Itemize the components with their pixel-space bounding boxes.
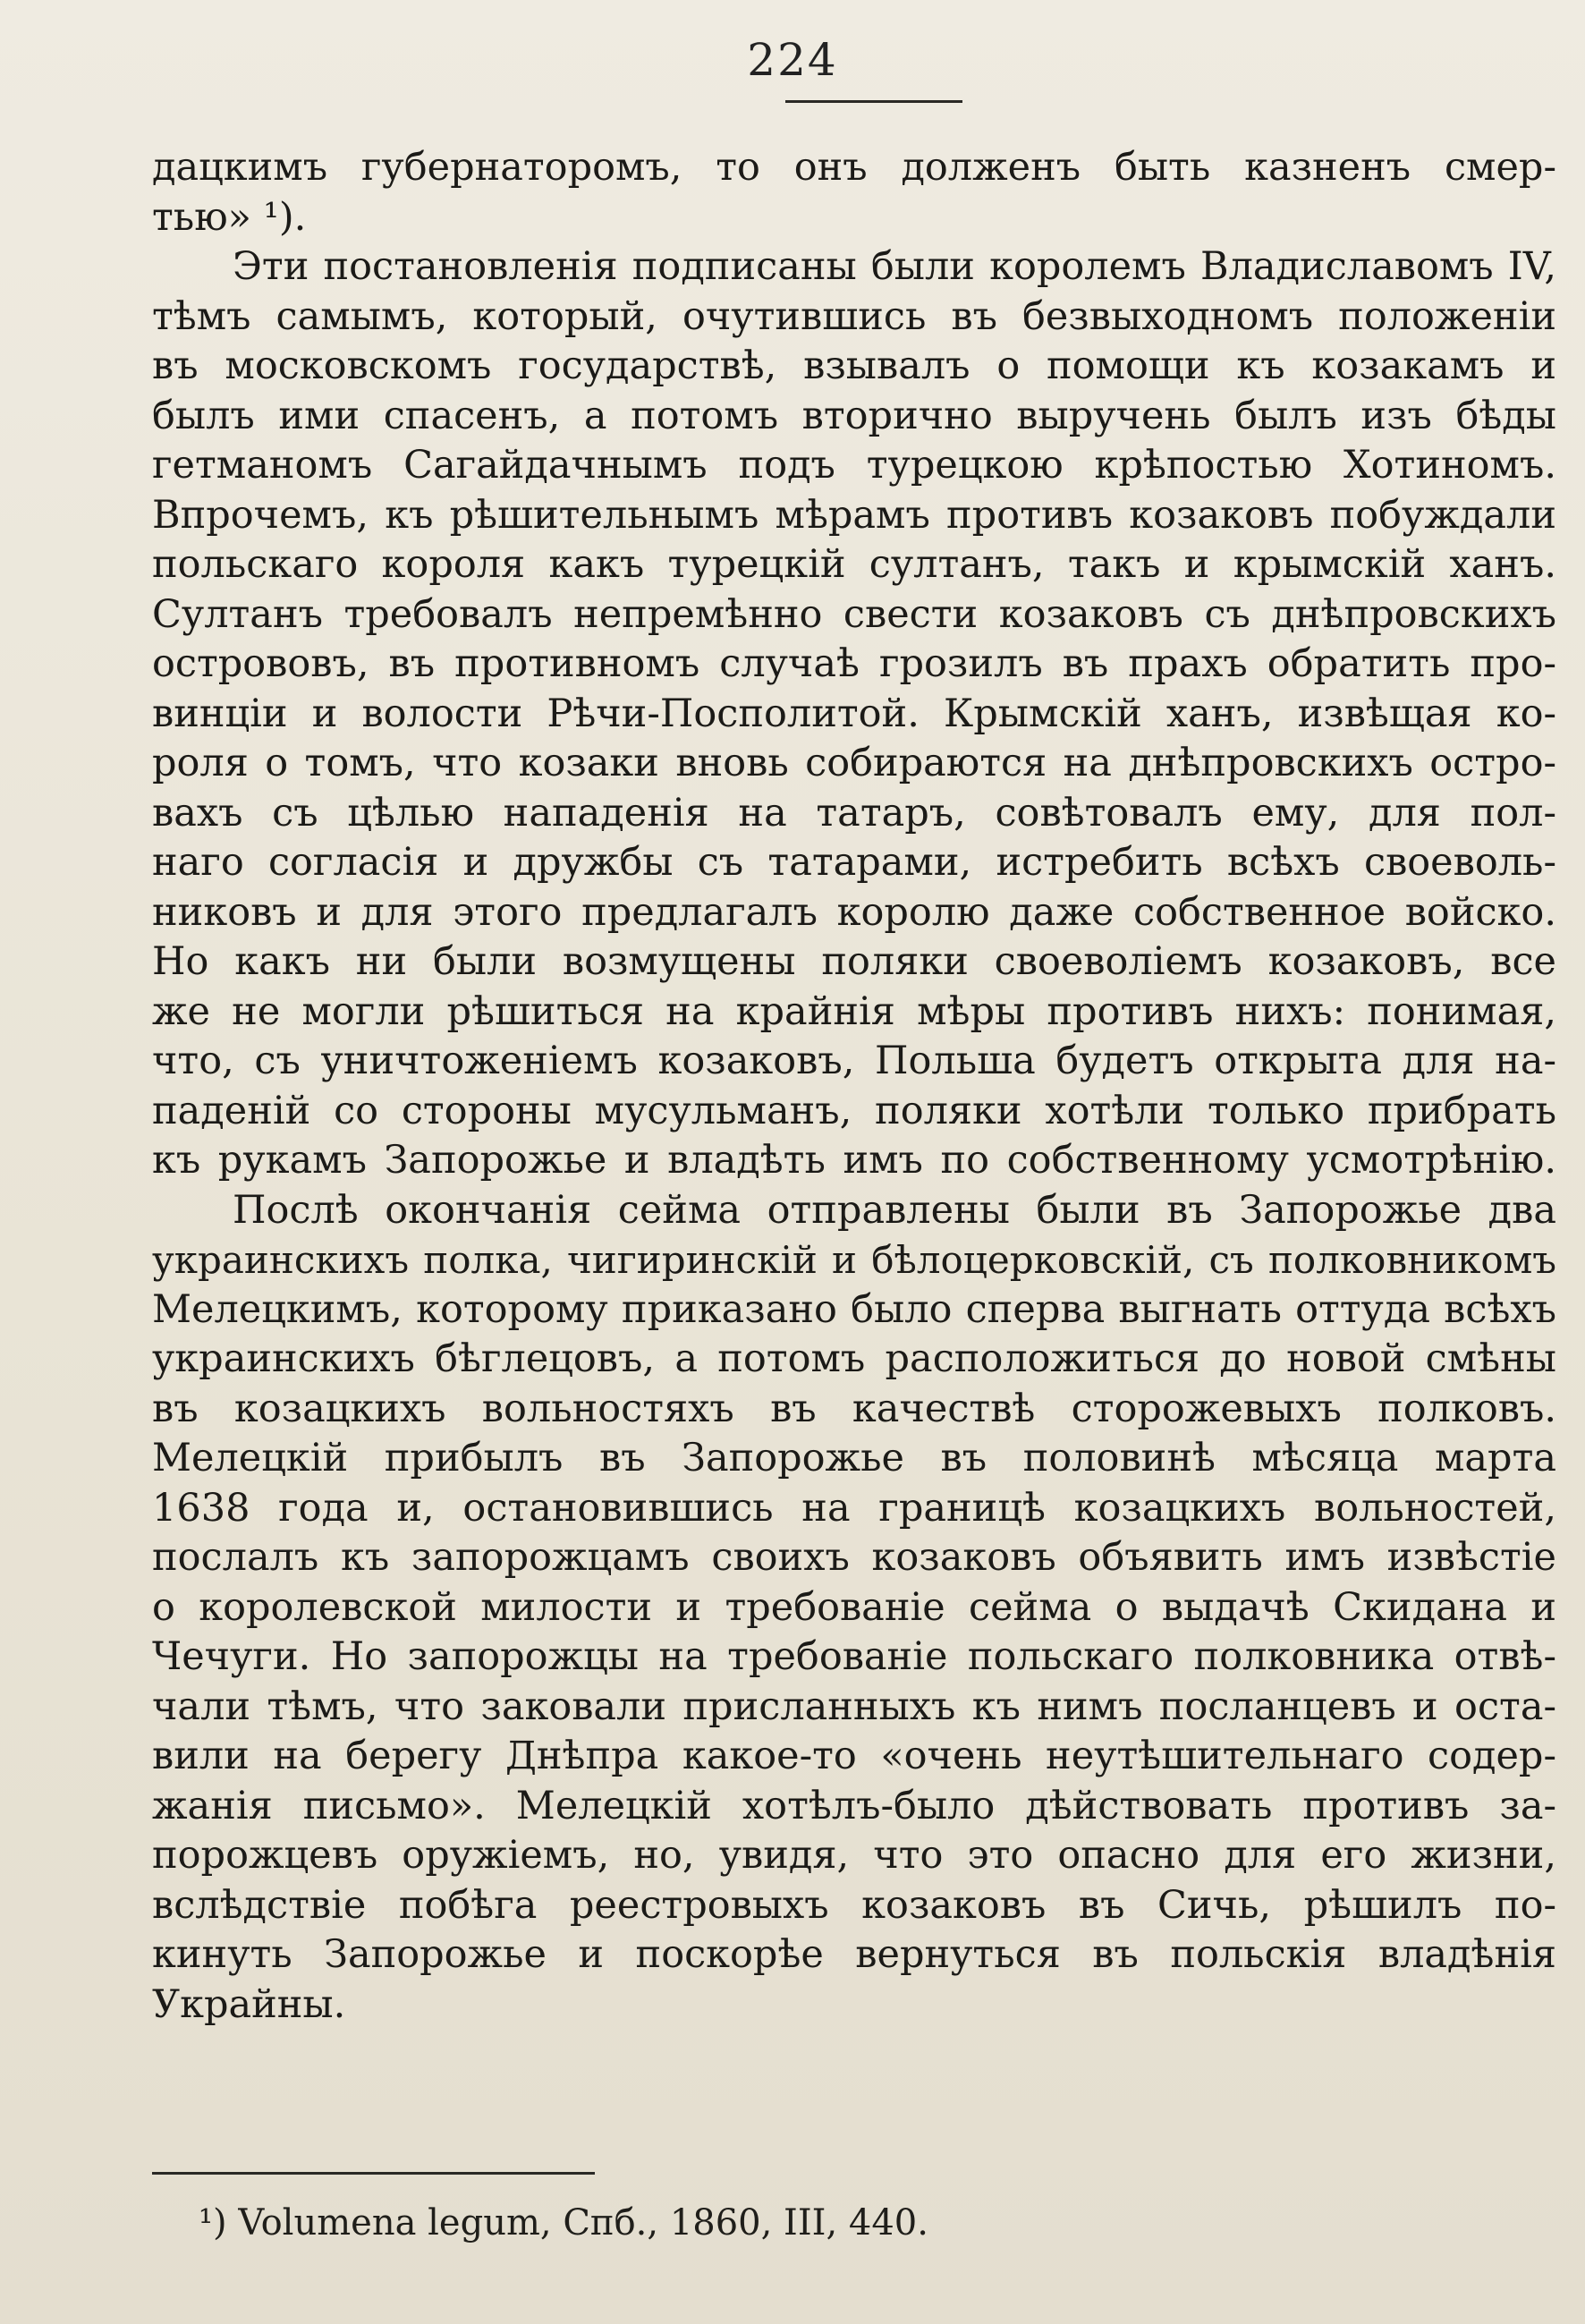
text-line: вили на берегу Днѣпра какое-то «очень неутѣшительнаго содер- bbox=[152, 1734, 1556, 1778]
text-line: Но какъ ни были возмущены поляки своеволіемъ козаковъ, все bbox=[152, 939, 1556, 984]
text-line: украинскихъ бѣглецовъ, а потомъ расположиться до новой смѣны bbox=[152, 1336, 1556, 1381]
text-line: жанія письмо». Мелецкій хотѣлъ-было дѣйствовать противъ за- bbox=[152, 1783, 1556, 1828]
text-line: роля о томъ, что козаки вновь собираются на днѣпровскихъ остро- bbox=[152, 741, 1556, 785]
text-line: къ рукамъ Запорожье и владѣть имъ по собственному усмотрѣнію. bbox=[152, 1138, 1556, 1183]
text-line: въ московскомъ государствѣ, взывалъ о помощи къ козакамъ и bbox=[152, 344, 1556, 388]
text-line: 1638 года и, остановившись на границѣ козацкихъ вольностей, bbox=[152, 1485, 1556, 1531]
footnote bbox=[199, 2202, 928, 2243]
text-line: наго согласія и дружбы съ татарами, истребить всѣхъ своеволь- bbox=[152, 840, 1556, 885]
text-line: Мелецкій прибылъ въ Запорожье въ половинѣ мѣсяца марта bbox=[152, 1436, 1556, 1480]
text-line: о королевской милости и требованіе сейма о выдачѣ Скидана и bbox=[152, 1584, 1556, 1630]
header-rule bbox=[785, 100, 962, 103]
text-line: дацкимъ губернаторомъ, то онъ долженъ быть казненъ смер- bbox=[152, 145, 1556, 190]
text-line: Мелецкимъ, которому приказано было сперва выгнать оттуда всѣхъ bbox=[152, 1286, 1556, 1332]
text-line: Султанъ требовалъ непремѣнно свести козаковъ съ днѣпровскихъ bbox=[152, 591, 1556, 637]
text-line: винціи и волости Рѣчи-Посполитой. Крымскій ханъ, извѣщая ко- bbox=[152, 691, 1556, 736]
text-line: тѣмъ самымъ, который, очутившись въ безвыходномъ положеніи bbox=[152, 293, 1556, 339]
text-line: польскаго короля какъ турецкій султанъ, такъ и крымскій ханъ. bbox=[152, 542, 1556, 587]
text-line: вслѣдствіе побѣга реестровыхъ козаковъ въ Сичь, рѣшилъ по- bbox=[152, 1882, 1556, 1928]
footnote-text: Volumena legum, Спб., 1860, III, 440. bbox=[238, 2202, 928, 2243]
body-text bbox=[152, 143, 1556, 2030]
text-line: Послѣ окончанія сейма отправлены были въ Запорожье два bbox=[233, 1187, 1556, 1233]
text-line: кинуть Запорожье и поскорѣе вернуться въ польскія владѣнія bbox=[152, 1932, 1556, 1977]
text-line: острововъ, въ противномъ случаѣ грозилъ въ прахъ обратить про- bbox=[152, 641, 1556, 686]
text-line: въ козацкихъ вольностяхъ въ качествѣ сторожевыхъ полковъ. bbox=[152, 1386, 1556, 1431]
text-line: тью» ¹). bbox=[152, 194, 307, 240]
text-line: паденій со стороны мусульманъ, поляки хотѣли только прибрать bbox=[152, 1088, 1556, 1133]
text-line: никовъ и для этого предлагалъ королю даже собственное войско. bbox=[152, 889, 1556, 935]
footnote-rule bbox=[152, 2172, 595, 2175]
footnote-marker: ¹) bbox=[199, 2202, 227, 2243]
text-line: гетманомъ Сагайдачнымъ подъ турецкою крѣпостью Хотиномъ. bbox=[152, 443, 1556, 488]
text-line: же не могли рѣшиться на крайнія мѣры противъ нихъ: понимая, bbox=[152, 988, 1556, 1034]
text-line: украинскихъ полка, чигиринскій и бѣлоцерковскій, съ полковникомъ bbox=[152, 1238, 1556, 1282]
text-line: Украйны. bbox=[152, 1981, 346, 2027]
text-line: Эти постановленія подписаны были королемъ Владиславомъ IV, bbox=[233, 244, 1556, 289]
text-line: порожцевъ оружіемъ, но, увидя, что это опасно для его жизни, bbox=[152, 1833, 1556, 1878]
text-line: что, съ уничтоженіемъ козаковъ, Польша будетъ открыта для на- bbox=[152, 1039, 1556, 1083]
text-line: Чечуги. Но запорожцы на требованіе польскаго полковника отвѣ- bbox=[152, 1634, 1556, 1679]
text-line: чали тѣмъ, что заковали присланныхъ къ нимъ посланцевъ и оста- bbox=[152, 1684, 1556, 1729]
text-line: былъ ими спасенъ, а потомъ вторично выручень былъ изъ бѣды bbox=[152, 393, 1556, 438]
page-number: 224 bbox=[747, 34, 838, 86]
text-line: послалъ къ запорожцамъ своихъ козаковъ объявить имъ извѣстіе bbox=[152, 1535, 1556, 1580]
text-line: вахъ съ цѣлью нападенія на татаръ, совѣтовалъ ему, для пол- bbox=[152, 790, 1556, 835]
text-line: Впрочемъ, къ рѣшительнымъ мѣрамъ противъ козаковъ побуждали bbox=[152, 492, 1556, 538]
